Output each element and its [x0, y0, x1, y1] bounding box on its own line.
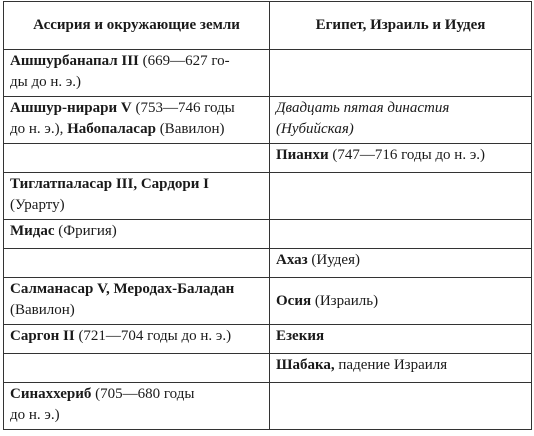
ruler-name: Шабака, — [276, 357, 335, 373]
ruler-info: (Израиль) — [311, 292, 379, 309]
table-row — [4, 173, 532, 220]
cell-left-empty — [4, 354, 270, 383]
cell-left — [4, 220, 270, 249]
cell-right-empty — [270, 173, 532, 220]
chronology-table — [3, 1, 532, 430]
ruler-info: (Иудея) — [307, 252, 360, 268]
ruler-name: Саргон II — [10, 328, 75, 344]
ruler-name: Ашшурбанапал III — [10, 53, 139, 69]
ruler-name: Ахаз — [276, 252, 308, 268]
ruler-info: падение Израиля — [334, 357, 448, 373]
table-row — [4, 144, 532, 173]
ruler-name: Тиглатпаласар III, Сардори I — [10, 176, 209, 192]
ruler-info: (Урарту) — [10, 197, 65, 213]
ruler-name: Салманасар V, Меродах-Баладан — [10, 281, 235, 297]
table-row — [4, 249, 532, 278]
table-row — [4, 50, 532, 97]
ruler-name: Мидас — [10, 223, 55, 239]
ruler-name: Синаххериб — [10, 386, 92, 402]
cell-right-empty — [270, 220, 532, 249]
dynasty-label: Двадцать пятая династия (Нубийская) — [276, 100, 450, 137]
ruler-info: (Вавилон) — [10, 302, 75, 318]
cell-right — [270, 354, 532, 383]
cell-left — [4, 325, 270, 354]
table-row — [4, 278, 532, 325]
cell-left — [4, 278, 270, 325]
cell-right-empty — [270, 50, 532, 97]
cell-left-empty — [4, 144, 270, 173]
ruler-info: (721—704 годы до н. э.) — [74, 328, 232, 344]
ruler-name: Ашшур-нирари V — [10, 100, 132, 116]
cell-right — [270, 144, 532, 173]
cell-left — [4, 383, 270, 430]
cell-right — [270, 249, 532, 278]
cell-right-empty — [270, 383, 532, 430]
ruler-info: (705—680 годы до н. э.) — [10, 386, 195, 423]
table-row — [4, 97, 532, 144]
cell-right — [270, 97, 532, 144]
cell-left — [4, 50, 270, 97]
ruler-name: Езекия — [276, 328, 325, 344]
table-row — [4, 354, 532, 383]
ruler-info: (747—716 годы до н. э.) — [328, 147, 486, 163]
ruler-name: Набопаласар — [67, 121, 156, 137]
table-header-row — [4, 2, 532, 50]
ruler-name: Пианхи — [276, 147, 329, 163]
ruler-info: (753—746 годы до н. э.), — [10, 100, 235, 137]
cell-right — [270, 278, 532, 325]
ruler-info: (669—627 го- ды до н. э.) — [10, 53, 230, 90]
header-assyria: Ассирия и окружающие земли — [4, 2, 270, 50]
ruler-info: (Вавилон) — [155, 121, 225, 137]
header-egypt-israel-judea: Египет, Израиль и Иудея — [270, 2, 532, 50]
table-row — [4, 383, 532, 430]
cell-right — [270, 325, 532, 354]
table-row — [4, 220, 532, 249]
ruler-name: Осия — [276, 292, 312, 309]
cell-left-empty — [4, 249, 270, 278]
cell-left — [4, 97, 270, 144]
table-row — [4, 325, 532, 354]
ruler-info: (Фригия) — [54, 223, 117, 239]
cell-left — [4, 173, 270, 220]
